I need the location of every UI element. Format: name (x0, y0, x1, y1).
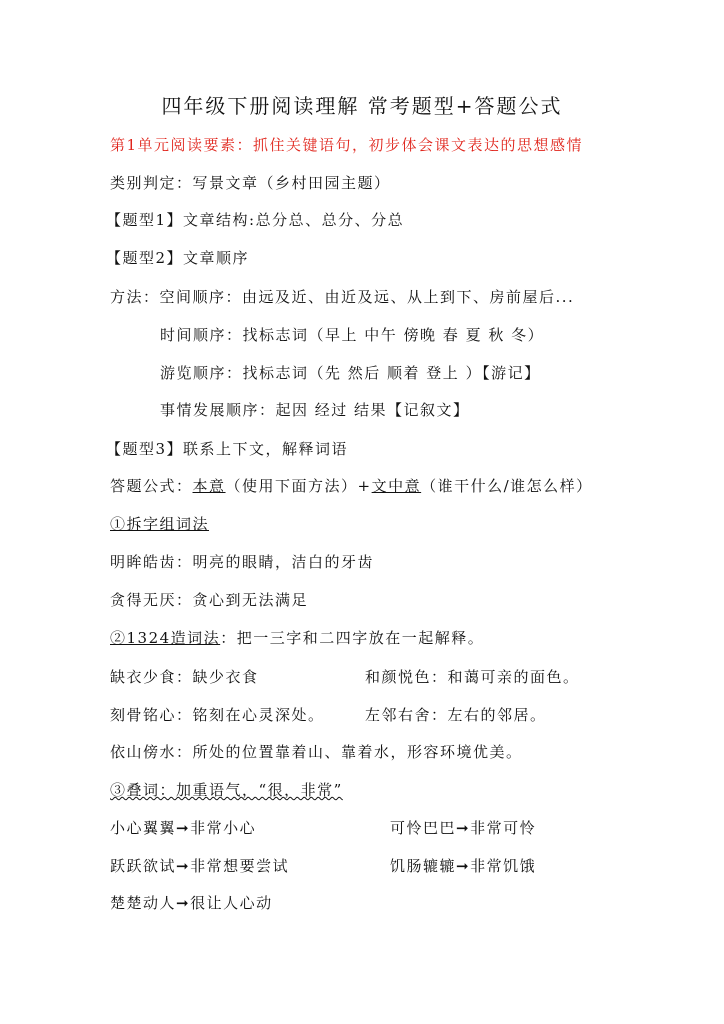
answer-formula (110, 476, 593, 496)
method3-example-row (110, 856, 630, 876)
method2-heading: ②1324造词法 (110, 629, 221, 647)
unit-heading: 第1单元阅读要素：抓住关键语句，初步体会课文表达的思想感情 (110, 136, 584, 154)
method3-example: 跃跃欲试➞非常想要尝试 (110, 857, 290, 875)
method1-heading: ①拆字组词法 (110, 515, 210, 533)
method-time-order: 时间顺序：找标志词（早上 中午 傍晚 春 夏 秋 冬） (160, 326, 545, 344)
method3-example: 饥肠辘辘➞非常饥饿 (390, 857, 537, 875)
method2-example: 左邻右舍：左右的邻居。 (365, 706, 547, 724)
method2-long-example: 依山傍水：所处的位置靠着山、靠着水，形容环境优美。 (110, 743, 523, 761)
method-event-order: 事情发展顺序：起因 经过 结果【记叙文】 (160, 401, 470, 419)
type2-line: 【题型2】文章顺序 (106, 249, 250, 267)
method2-example: 缺衣少食：缺少衣食 (110, 668, 259, 686)
method2-example-row (110, 667, 630, 687)
page-title: 四年级下册阅读理解 常考题型+答题公式 (161, 94, 563, 118)
formula-method-note: （使用下面方法）+ (225, 477, 372, 495)
method3-example-row (110, 818, 630, 838)
method3-example: 可怜巴巴➞非常可怜 (390, 819, 537, 837)
type1-line: 【题型1】文章结构:总分总、总分、分总 (106, 211, 405, 229)
method-space-order: 方法：空间顺序：由远及近、由近及远、从上到下、房前屋后... (110, 288, 575, 306)
formula-prefix: 答题公式： (110, 477, 193, 495)
formula-literal-meaning: 本意 (192, 477, 226, 495)
method3-example: 小心翼翼➞非常小心 (110, 819, 257, 837)
type3-line: 【题型3】联系上下文，解释词语 (106, 440, 349, 458)
method1-example: 贪得无厌：贪心到无法满足 (110, 591, 309, 609)
category-line: 类别判定：写景文章（乡村田园主题） (110, 174, 391, 192)
method3-heading: ③叠词：加重语气，“很，非常” (110, 781, 343, 799)
method2-example: 和颜悦色：和蔼可亲的面色。 (365, 668, 580, 686)
method2-desc: ：把一三字和二四字放在一起解释。 (220, 629, 485, 647)
method3-last-example: 楚楚动人➞很让人心动 (110, 894, 273, 912)
method-tour-order: 游览顺序：找标志词（先 然后 顺着 登上 ）【游记】 (160, 364, 541, 382)
method2-example: 刻骨铭心：铭刻在心灵深处。 (110, 706, 325, 724)
method2-line (110, 628, 484, 648)
method2-example-row (110, 705, 630, 725)
formula-context-meaning: 文中意 (371, 477, 422, 495)
method1-example: 明眸皓齿：明亮的眼睛，洁白的牙齿 (110, 553, 375, 571)
formula-context-note: （谁干什么/谁怎么样） (421, 477, 593, 495)
